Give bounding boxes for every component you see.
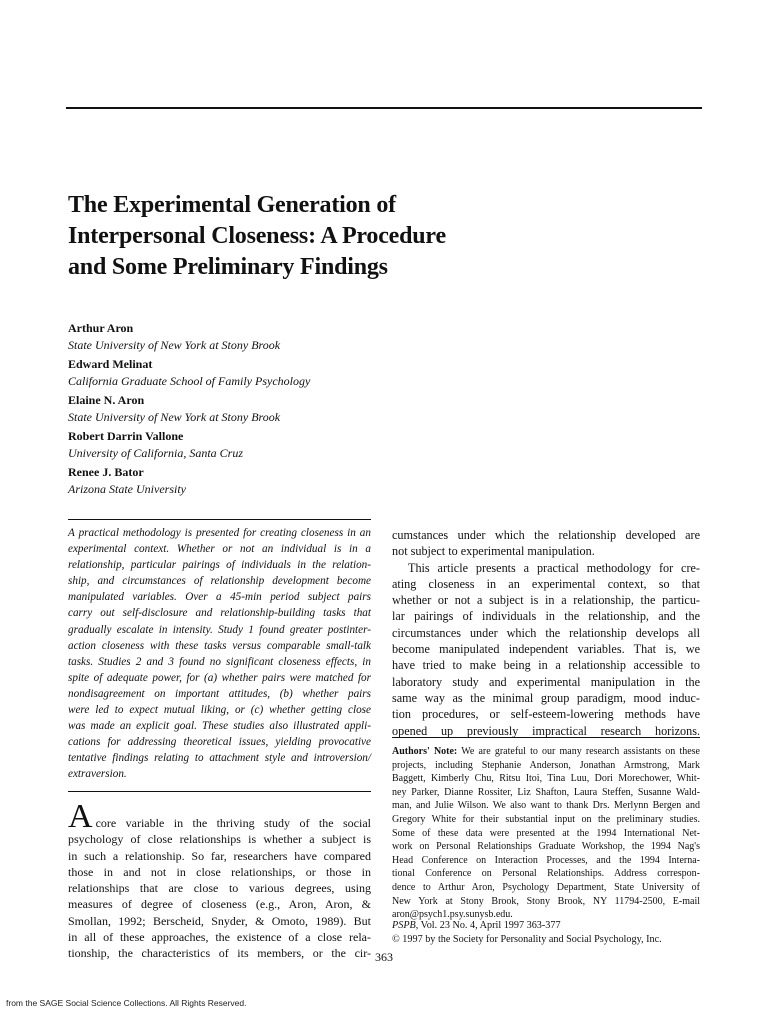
note-line: tional Conference on Personal Relationships. Address correspon- [392, 868, 700, 880]
author-name: Robert Darrin Vallone [68, 429, 184, 443]
body-line: tion procedures, or self-esteem-lowering methods have [392, 707, 700, 722]
authors-note-lead: Authors' Note: [392, 746, 458, 757]
abstract-line: manipulated variables. Over a 45-min period subject pairs [68, 591, 371, 604]
author-affiliation: State University of New York at Stony Brook [68, 410, 281, 424]
note-line: work on Personal Relationships Graduate Workshop, the 1994 Nag's [392, 841, 700, 853]
body-line: ating closeness in an experimental context, so that [392, 576, 700, 591]
note-line: Head Conference on Interaction Processes, and the 1994 Interna- [392, 854, 700, 866]
note-line [392, 745, 700, 759]
citation-volume: , Vol. 23 No. 4, April 1997 363-377 [415, 920, 561, 931]
title-line: and Some Preliminary Findings [68, 254, 388, 280]
abstract [68, 525, 371, 783]
title-line: Interpersonal Closeness: A Procedure [68, 223, 446, 249]
note-line: Some of these data were presented at the 1994 International Net- [392, 827, 700, 839]
author-entry [68, 464, 568, 498]
abstract-line: gradually escalate in intensity. Study 1 found greater postinter- [68, 623, 371, 636]
author-affiliation: California Graduate School of Family Psychology [68, 374, 311, 388]
note-line: ney Parker, Dianne Rossiter, Liz Shafton, Laura Steffen, Susanne Wald- [392, 786, 700, 798]
title-line: The Experimental Generation of [68, 192, 396, 218]
abstract-rule-top [68, 519, 371, 520]
body-line: same way as the minimal group paradigm, mood induc- [392, 690, 700, 705]
note-line: Baggett, Kimberly Chu, Ritsu Itoi, Tina Luu, Dori Morechower, Whit- [392, 773, 700, 785]
note-line: aron@psych1.psy.sunysb.edu. [392, 909, 513, 921]
abstract-line: cations for addressing theoretical issues, yielding provocative [68, 736, 371, 749]
top-rule [66, 107, 702, 109]
author-affiliation: State University of New York at Stony Brook [68, 338, 281, 352]
footer-notice: from the SAGE Social Science Collections. All Rights Reserved. [6, 998, 247, 1008]
abstract-line: were led to expect mutual liking, or (c) whether getting close [68, 704, 371, 717]
article-title [68, 190, 708, 283]
abstract-line: A practical methodology is presented for creating closeness in an [68, 527, 371, 539]
body-line: circumstances under which the relationship develops all [392, 625, 700, 640]
body-line: opened up previously impractical research horizons. [392, 723, 700, 738]
opening-line [68, 798, 371, 835]
body-line: have tried to make being in a relationship accessible to [392, 658, 700, 673]
abstract-line: relationship, particular pairings of individuals in the relation- [68, 559, 371, 572]
note-line: man, and Julie Wilson. We also want to thank Drs. Merlynn Bergen and [392, 800, 700, 812]
note-line: dence to Arthur Aron, Psychology Department, State University of [392, 881, 700, 893]
body-line: psychology of close relationships is whether a subject is [68, 832, 371, 847]
body-line: those in and not in close relationships, or those in [68, 864, 371, 879]
author-entry [68, 392, 568, 426]
author-name: Edward Melinat [68, 357, 153, 371]
author-name: Elaine N. Aron [68, 393, 145, 407]
authors-note-rule [392, 737, 700, 738]
abstract-line: was made an explicit goal. These studies also illustrated appli- [68, 720, 371, 733]
authors-note [392, 745, 700, 922]
body-line: relationships that are close to various degrees, using [68, 881, 371, 896]
author-affiliation: University of California, Santa Cruz [68, 446, 244, 460]
abstract-rule-bottom [68, 791, 371, 792]
abstract-line: nondisagreement on important attitudes, (b) whether pairs [68, 687, 371, 700]
body-line: This article presents a practical methodology for cre- [408, 560, 700, 575]
note-line: projects, including Stephanie Anderson, Jonathan Armstrong, Mark [392, 759, 700, 771]
body-line: in all of these approaches, the existence of a close rela- [68, 930, 371, 945]
drop-cap: A [68, 798, 93, 835]
journal-abbrev: PSPB [392, 920, 416, 931]
note-line: New York at Stony Brook, Stony Brook, NY 11794-2500, E-mail [392, 895, 700, 907]
body-line: Smollan, 1992; Berscheid, Snyder, & Omoto, 1989). But [68, 913, 371, 928]
body-line: laboratory study and experimental manipulation in the [392, 674, 700, 689]
journal-citation [392, 919, 702, 946]
abstract-line: experimental context. Whether or not an individual is in a [68, 543, 371, 556]
abstract-line: extraversion. [68, 768, 127, 781]
author-entry [68, 356, 568, 390]
abstract-line: action closeness with these tasks versus comparable small-talk [68, 639, 371, 652]
body-text-left [68, 798, 371, 962]
abstract-line: carry out self-disclosure and relationship-building tasks that [68, 607, 371, 620]
body-line: whether or not a subject is in a relationship, the particu- [392, 593, 700, 608]
body-line: core variable in the thriving study of the social [95, 816, 371, 830]
body-line: become manipulated independent variables. That is, we [392, 642, 700, 657]
note-line: Gregory White for their substantial input on the preliminary studies. [392, 813, 700, 825]
body-text-right [392, 527, 700, 739]
body-line: in such a relationship. So far, researchers have compared [68, 848, 371, 863]
author-name: Renee J. Bator [68, 465, 144, 479]
citation-line [392, 919, 702, 933]
body-line: cumstances under which the relationship developed are [392, 528, 700, 542]
abstract-line: tasks. Studies 2 and 3 found no significant closeness effects, in [68, 655, 371, 668]
abstract-line: spite of adequate power, for (a) whether pairs were matched for [68, 671, 371, 684]
author-name: Arthur Aron [68, 321, 134, 335]
author-affiliation: Arizona State University [68, 482, 186, 496]
author-entry [68, 320, 568, 354]
note-text: We are grateful to our many research assistants on these [457, 746, 700, 757]
copyright-line: © 1997 by the Society for Personality and Social Psychology, Inc. [392, 933, 662, 945]
author-entry [68, 428, 568, 462]
abstract-line: tentative findings relating to attachment style and introversion/ [68, 752, 371, 765]
body-line: not subject to experimental manipulation. [392, 544, 595, 559]
body-line: measures of degree of closeness (e.g., Aron, Aron, & [68, 897, 371, 912]
page-number: 363 [375, 950, 393, 964]
body-line: tionship, the characteristics of its members, or the cir- [68, 946, 371, 961]
author-list [68, 320, 568, 500]
abstract-line: ship, and circumstances of relationship development become [68, 575, 371, 588]
body-line: lar pairings of individuals in the relationship, and the [392, 609, 700, 624]
